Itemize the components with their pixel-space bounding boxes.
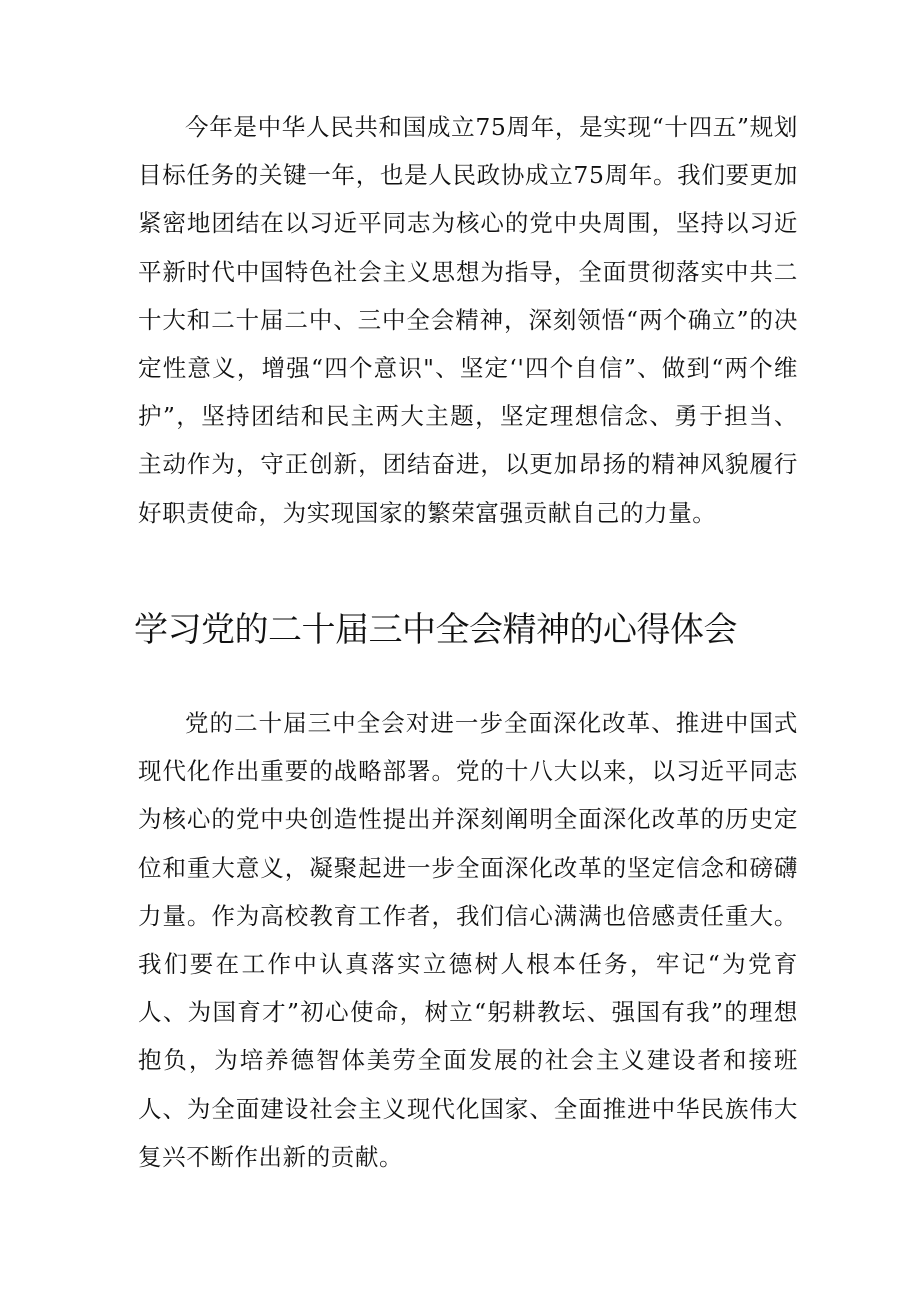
body-paragraph-1: 今年是中华人民共和国成立75周年，是实现“十四五”规划目标任务的关键一年，也是人民政协成立75周年。我们要更加紧密地团结在以习近平同志为核心的党中央周围，坚持以习近平新时代中国特色社会主义思想为指导，全面贯彻落实中共二十大和二十届二中、三中全会精神，深刻领悟“两个确立”的决定性意义，增强“四个意识"、坚定‘'四个自信”、做到“两个维护”，坚持团结和民主两大主题，坚定理想信念、勇于担当、主动作为，守正创新，团结奋进，以更加昂扬的精神风貌履行好职责使命，为实现国家的繁荣富强贡献自己的力量。 bbox=[138, 113, 798, 527]
section-heading: 学习党的二十届三中全会精神的心得体会 bbox=[134, 610, 737, 650]
body-paragraph-2: 党的二十届三中全会对进一步全面深化改革、推进中国式现代化作出重要的战略部署。党的十八大以来，以习近平同志为核心的党中央创造性提出并深刻阐明全面深化改革的历史定位和重大意义，凝聚起进一步全面深化改革的坚定信念和磅礴力量。作为高校教育工作者，我们信心满满也倍感责任重大。我们要在工作中认真落实立德树人根本任务，牢记“为党育人、为国育才”初心使命，树立“躬耕教坛、强国有我”的理想抱负，为培养德智体美劳全面发展的社会主义建设者和接班人、为全面建设社会主义现代化国家、全面推进中华民族伟大复兴不断作出新的贡献。 bbox=[138, 709, 798, 1171]
